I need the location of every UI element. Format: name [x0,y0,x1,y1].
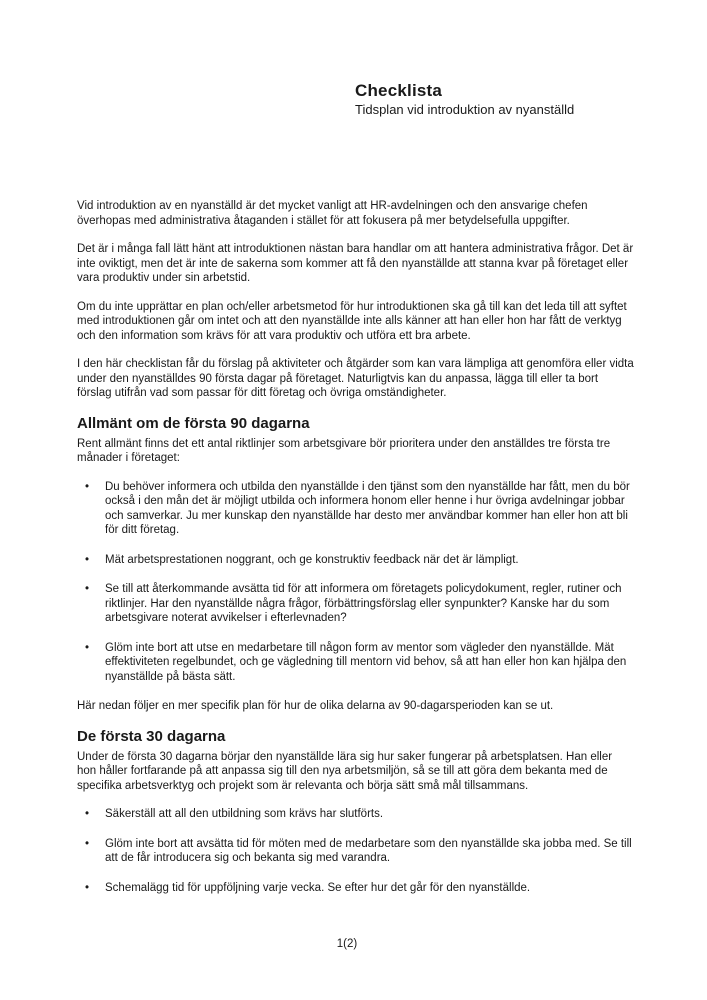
section-heading-general-90-days: Allmänt om de första 90 dagarna [77,414,310,432]
document-title: Checklista [355,81,443,100]
section-lead-general-90-days: Rent allmänt finns det ett antal riktlinjer som arbetsgivare bör prioritera under den anställdes tre första tre månader i företaget: [77,437,611,464]
bullet-item: • Du behöver informera och utbilda den nyanställde i den tjänst som den nyanställde har fått, men du bör också i den mån det är möjligt utbilda och informera honom eller henne i hur övriga avdelningar jobbar och samverkar. Ju mer kunskap den nyanställde har desto mer användbar kommer han eller hon att bli för ditt företag. [77,480,634,538]
bullet-item: • Säkerställ att all den utbildning som krävs har slutförts. [77,807,634,822]
intro-paragraph-2: Det är i många fall lätt hänt att introduktionen nästan bara handlar om att hantera administrativa frågor. Det är inte oviktigt, men det är inte de sakerna som kommer att få den nyanställde att stanna kvar på företaget eller vara produktiv under sin arbetstid. [77,243,634,284]
bullet-item: • Glöm inte bort att utse en medarbetare till någon form av mentor som vägleder den nyanställde. Mät effektiviteten regelbundet, och ge vägledning till mentorn vid behov, så att han eller hon kan hjälpa den nyanställde på bästa sätt. [77,641,634,685]
section-heading-first-30-days: De första 30 dagarna [77,727,226,745]
transition-paragraph: Här nedan följer en mer specifik plan för hur de olika delarna av 90-dagarsperioden kan se ut. [77,700,554,712]
intro-paragraph-4: I den här checklistan får du förslag på aktiviteter och åtgärder som kan vara lämpliga att genomföra eller vidta under den nyanställdes 90 första dagar på företaget. Naturligtvis kan du anpassa, lägga till eller ta bort förslag utifrån vad som passar för ditt företag och övriga omständigheter. [77,358,634,399]
intro-paragraph-3: Om du inte upprättar en plan och/eller arbetsmetod för hur introduktionen ska gå till kan det leda till att syftet med introduktionen går om intet och att den nyanställde inte alls känner att han eller hon har fått de verktyg och den information som krävs för att vara produktiv och utföra ett bra arbete. [77,300,627,342]
section-lead-first-30-days: Under de första 30 dagarna börjar den nyanställde lära sig hur saker fungerar på arbetsplatsen. Han eller hon håller fortfarande på att anpassa sig till den nya arbetsmiljön, så se till att göra dem bekanta med de specifika arbetsverktyg och projekt som är relevanta och börja sätt små mål tillsammans. [77,750,613,792]
bullet-item: • Se till att återkommande avsätta tid för att informera om företagets policydokument, regler, rutiner och riktlinjer. Har den nyanställde några frågor, förbättringsförslag eller synpunkter? Kanske har du som arbetsgivare noterat avvikelser i efterlevnaden? [77,582,634,626]
bullet-item: • Glöm inte bort att avsätta tid för möten med de medarbetare som den nyanställde ska jobba med. Se till att de får introducera sig och bekanta sig med varandra. [77,837,634,866]
bullet-list-first-30-days [77,807,634,895]
bullet-list-general-90-days [77,480,634,685]
bullet-item: • Mät arbetsprestationen noggrant, och ge konstruktiv feedback när det är lämpligt. [77,553,634,568]
bullet-item: • Schemalägg tid för uppföljning varje vecka. Se efter hur det går för den nyanställde. [77,881,634,896]
intro-paragraph-1: Vid introduktion av en nyanställd är det mycket vanligt att HR-avdelningen och den ansvarige chefen överhopas med administrativa åtaganden i stället för att fokusera på mer betydelsefulla uppgifter. [77,200,588,227]
document-body [77,199,634,910]
page-number: 1(2) [336,938,358,950]
document-header [355,81,685,118]
document-subtitle: Tidsplan vid introduktion av nyanställd [355,102,575,117]
